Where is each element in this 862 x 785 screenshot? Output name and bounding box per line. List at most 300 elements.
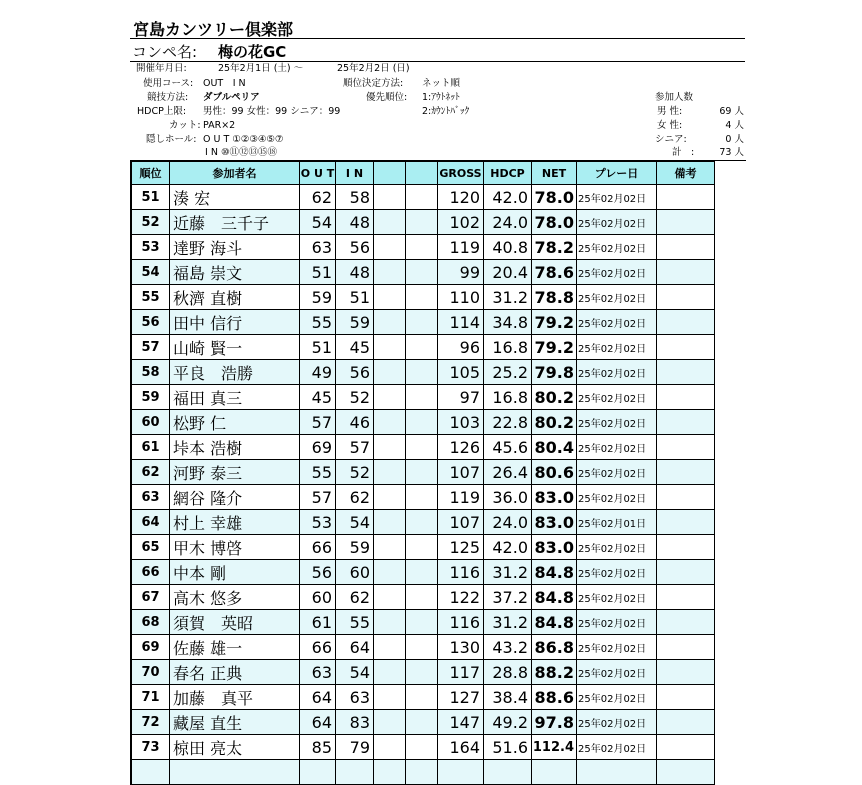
net-cell: 88.2: [532, 660, 577, 685]
out-cell: 55: [300, 460, 336, 485]
name-cell: 田中 信行: [170, 310, 300, 335]
blank-cell: [406, 485, 438, 510]
hdcp-cell: 31.2: [484, 610, 532, 635]
blank-cell: [406, 710, 438, 735]
out-cell: 64: [300, 710, 336, 735]
blank-cell: [374, 410, 406, 435]
out-cell: 56: [300, 560, 336, 585]
rank-cell: 63: [132, 485, 170, 510]
blank-cell: [406, 260, 438, 285]
remarks-cell: [657, 485, 715, 510]
rank-cell: 57: [132, 335, 170, 360]
out-cell: 85: [300, 735, 336, 760]
rank-method-label: 順位決定方法:: [343, 78, 404, 89]
in-cell: 45: [336, 335, 374, 360]
blank-cell: [406, 360, 438, 385]
net-cell: 80.4: [532, 435, 577, 460]
table-row: [132, 335, 715, 360]
name-cell: 秋濟 直樹: [170, 285, 300, 310]
in-cell: 56: [336, 235, 374, 260]
in-cell: 51: [336, 285, 374, 310]
rank-cell: 52: [132, 210, 170, 235]
rank-cell: 64: [132, 510, 170, 535]
table-row: [132, 185, 715, 210]
blank-cell: [374, 210, 406, 235]
remarks-cell: [657, 435, 715, 460]
blank-cell: [374, 510, 406, 535]
blank-cell: [406, 510, 438, 535]
play-date-cell: 25年02月02日: [577, 685, 657, 710]
results-table: [131, 161, 715, 785]
remarks-cell: [657, 260, 715, 285]
in-cell: 59: [336, 535, 374, 560]
blank-cell: [406, 660, 438, 685]
blank-cell: [374, 635, 406, 660]
gross-cell: 120: [438, 185, 484, 210]
date-to: 25年2月2日 (日): [337, 63, 410, 74]
hdcp-cell: 42.0: [484, 535, 532, 560]
hidden-hole-in: I N ⑩⑪⑫⑬⑮⑱: [205, 147, 277, 158]
in-cell: [336, 760, 374, 785]
gross-cell: 96: [438, 335, 484, 360]
results-sheet: [130, 160, 746, 785]
out-cell: 55: [300, 310, 336, 335]
rank-cell: 73: [132, 735, 170, 760]
cut-label: カット:: [169, 120, 201, 131]
remarks-cell: [657, 285, 715, 310]
hdcp-cell: 37.2: [484, 585, 532, 610]
table-row: [132, 535, 715, 560]
play-date-cell: 25年02月02日: [577, 485, 657, 510]
gross-cell: 107: [438, 460, 484, 485]
name-cell: 近藤 三千子: [170, 210, 300, 235]
net-cell: 78.0: [532, 185, 577, 210]
remarks-cell: [657, 210, 715, 235]
remarks-cell: [657, 735, 715, 760]
participants-female-label: 女 性:: [657, 120, 683, 131]
gross-cell: 110: [438, 285, 484, 310]
rank-cell: 53: [132, 235, 170, 260]
play-date-cell: 25年02月02日: [577, 635, 657, 660]
header-play-date: プレー日: [577, 162, 657, 185]
net-cell: 83.0: [532, 485, 577, 510]
play-date-cell: 25年02月02日: [577, 335, 657, 360]
blank-cell: [406, 235, 438, 260]
out-cell: [300, 760, 336, 785]
play-date-cell: 25年02月02日: [577, 535, 657, 560]
hidden-hole-out: O U T ①②③④⑤⑦: [203, 134, 284, 145]
blank-cell: [374, 710, 406, 735]
participants-total-label: 計 :: [672, 147, 695, 158]
remarks-cell: [657, 585, 715, 610]
out-cell: 51: [300, 260, 336, 285]
remarks-cell: [657, 635, 715, 660]
priority-label: 優先順位:: [366, 92, 408, 103]
name-cell: 網谷 隆介: [170, 485, 300, 510]
name-cell: 高木 悠多: [170, 585, 300, 610]
out-cell: 69: [300, 435, 336, 460]
out-cell: 60: [300, 585, 336, 610]
header-in: I N: [336, 162, 374, 185]
name-cell: 中本 剛: [170, 560, 300, 585]
rank-cell: 68: [132, 610, 170, 635]
net-cell: 84.8: [532, 610, 577, 635]
header-remarks: 備考: [657, 162, 715, 185]
gross-cell: 119: [438, 235, 484, 260]
rank-cell: 55: [132, 285, 170, 310]
table-row: [132, 210, 715, 235]
play-date-cell: 25年02月02日: [577, 560, 657, 585]
blank-cell: [374, 485, 406, 510]
in-cell: 55: [336, 610, 374, 635]
in-cell: 62: [336, 485, 374, 510]
header-gross: GROSS: [438, 162, 484, 185]
remarks-cell: [657, 235, 715, 260]
blank-cell: [406, 685, 438, 710]
blank-cell: [406, 735, 438, 760]
header-out: O U T: [300, 162, 336, 185]
blank-cell: [374, 685, 406, 710]
remarks-cell: [657, 310, 715, 335]
gross-cell: 97: [438, 385, 484, 410]
in-cell: 63: [336, 685, 374, 710]
gross-cell: 116: [438, 610, 484, 635]
play-date-cell: 25年02月02日: [577, 360, 657, 385]
blank-cell: [406, 460, 438, 485]
table-row: [132, 310, 715, 335]
blank-cell: [406, 210, 438, 235]
rank-method-value: ネット順: [422, 78, 461, 89]
blank-cell: [374, 435, 406, 460]
rank-cell: 69: [132, 635, 170, 660]
hdcp-cell: 24.0: [484, 510, 532, 535]
date-label: 開催年月日:: [136, 63, 187, 74]
rank-cell: 60: [132, 410, 170, 435]
course-label: 使用コース:: [143, 78, 194, 89]
table-header-row: [132, 162, 715, 185]
blank-cell: [406, 185, 438, 210]
table-row: [132, 260, 715, 285]
blank-cell: [374, 735, 406, 760]
hdcp-cell: 36.0: [484, 485, 532, 510]
out-cell: 66: [300, 635, 336, 660]
table-row: [132, 510, 715, 535]
out-cell: 63: [300, 660, 336, 685]
compe-label: コンペ名:: [132, 43, 198, 61]
name-cell: 湊 宏: [170, 185, 300, 210]
net-cell: 79.2: [532, 335, 577, 360]
hdcp-cell: 31.2: [484, 560, 532, 585]
rank-cell: 67: [132, 585, 170, 610]
rank-cell: [132, 760, 170, 785]
header-blank-1: [374, 162, 406, 185]
out-cell: 59: [300, 285, 336, 310]
header-name: 参加者名: [170, 162, 300, 185]
remarks-cell: [657, 760, 715, 785]
net-cell: 84.8: [532, 585, 577, 610]
gross-cell: 105: [438, 360, 484, 385]
rank-cell: 71: [132, 685, 170, 710]
name-cell: 加藤 真平: [170, 685, 300, 710]
in-cell: 52: [336, 385, 374, 410]
name-cell: 須賀 英昭: [170, 610, 300, 635]
rank-cell: 61: [132, 435, 170, 460]
participants-female-value: 4 人: [725, 120, 744, 131]
blank-cell: [374, 285, 406, 310]
remarks-cell: [657, 710, 715, 735]
name-cell: 松野 仁: [170, 410, 300, 435]
play-date-cell: 25年02月02日: [577, 460, 657, 485]
play-date-cell: 25年02月02日: [577, 410, 657, 435]
hidden-hole-label: 隠しホール:: [146, 134, 197, 145]
play-date-cell: 25年02月02日: [577, 585, 657, 610]
hdcp-cell: 45.6: [484, 435, 532, 460]
blank-cell: [406, 635, 438, 660]
rank-cell: 54: [132, 260, 170, 285]
hdcp-cell: 31.2: [484, 285, 532, 310]
out-cell: 63: [300, 235, 336, 260]
play-date-cell: 25年02月02日: [577, 735, 657, 760]
net-cell: 83.0: [532, 510, 577, 535]
net-cell: 78.2: [532, 235, 577, 260]
remarks-cell: [657, 410, 715, 435]
hdcp-cell: 28.8: [484, 660, 532, 685]
header-net: NET: [532, 162, 577, 185]
table-row: [132, 735, 715, 760]
game-label: 競技方法:: [147, 92, 189, 103]
blank-cell: [374, 535, 406, 560]
blank-cell: [406, 285, 438, 310]
play-date-cell: 25年02月02日: [577, 660, 657, 685]
net-cell: 97.8: [532, 710, 577, 735]
table-row: [132, 760, 715, 785]
rank-cell: 51: [132, 185, 170, 210]
blank-cell: [406, 435, 438, 460]
header-hdcp: HDCP: [484, 162, 532, 185]
rank-cell: 66: [132, 560, 170, 585]
table-row: [132, 585, 715, 610]
in-cell: 58: [336, 185, 374, 210]
remarks-cell: [657, 185, 715, 210]
compe-name: 梅の花GC: [218, 43, 287, 61]
gross-cell: 99: [438, 260, 484, 285]
table-row: [132, 485, 715, 510]
play-date-cell: 25年02月02日: [577, 710, 657, 735]
gross-cell: 125: [438, 535, 484, 560]
name-cell: 福島 崇文: [170, 260, 300, 285]
name-cell: 達野 海斗: [170, 235, 300, 260]
play-date-cell: 25年02月02日: [577, 285, 657, 310]
hdcp-cell: 38.4: [484, 685, 532, 710]
gross-cell: 119: [438, 485, 484, 510]
out-cell: 62: [300, 185, 336, 210]
in-cell: 48: [336, 260, 374, 285]
out-cell: 49: [300, 360, 336, 385]
blank-cell: [374, 360, 406, 385]
blank-cell: [374, 560, 406, 585]
play-date-cell: 25年02月02日: [577, 210, 657, 235]
name-cell: 藏屋 直生: [170, 710, 300, 735]
rank-cell: 70: [132, 660, 170, 685]
in-cell: 48: [336, 210, 374, 235]
remarks-cell: [657, 685, 715, 710]
play-date-cell: 25年02月02日: [577, 435, 657, 460]
in-cell: 60: [336, 560, 374, 585]
hdcp-cell: [484, 760, 532, 785]
table-row: [132, 635, 715, 660]
play-date-cell: 25年02月01日: [577, 510, 657, 535]
table-row: [132, 360, 715, 385]
rank-cell: 62: [132, 460, 170, 485]
gross-cell: 122: [438, 585, 484, 610]
blank-cell: [406, 760, 438, 785]
remarks-cell: [657, 335, 715, 360]
play-date-cell: 25年02月02日: [577, 610, 657, 635]
header-blank-2: [406, 162, 438, 185]
gross-cell: 127: [438, 685, 484, 710]
blank-cell: [374, 385, 406, 410]
out-cell: 45: [300, 385, 336, 410]
hdcp-cell: 25.2: [484, 360, 532, 385]
hdcp-cell: 51.6: [484, 735, 532, 760]
name-cell: 村上 幸雄: [170, 510, 300, 535]
remarks-cell: [657, 535, 715, 560]
play-date-cell: 25年02月02日: [577, 385, 657, 410]
net-cell: 79.2: [532, 310, 577, 335]
participants-senior-label: シニア:: [655, 134, 687, 145]
participants-senior-value: 0 人: [725, 134, 744, 145]
play-date-cell: [577, 760, 657, 785]
blank-cell: [406, 335, 438, 360]
net-cell: 78.6: [532, 260, 577, 285]
hdcp-cell: 26.4: [484, 460, 532, 485]
gross-cell: [438, 760, 484, 785]
gross-cell: 103: [438, 410, 484, 435]
net-cell: 80.6: [532, 460, 577, 485]
table-row: [132, 285, 715, 310]
in-cell: 64: [336, 635, 374, 660]
net-cell: 86.8: [532, 635, 577, 660]
name-cell: 椋田 亮太: [170, 735, 300, 760]
table-row: [132, 685, 715, 710]
net-cell: [532, 760, 577, 785]
participants-title: 参加人数: [655, 92, 694, 103]
rank-cell: 65: [132, 535, 170, 560]
gross-cell: 126: [438, 435, 484, 460]
hdcp-cell: 42.0: [484, 185, 532, 210]
in-cell: 56: [336, 360, 374, 385]
blank-cell: [374, 235, 406, 260]
blank-cell: [374, 335, 406, 360]
name-cell: 甲木 博啓: [170, 535, 300, 560]
blank-cell: [374, 585, 406, 610]
in-cell: 57: [336, 435, 374, 460]
rank-cell: 56: [132, 310, 170, 335]
blank-cell: [406, 310, 438, 335]
out-cell: 57: [300, 485, 336, 510]
participants-total-value: 73 人: [719, 147, 744, 158]
play-date-cell: 25年02月02日: [577, 185, 657, 210]
out-cell: 51: [300, 335, 336, 360]
club-name: 宮島カンツリー倶楽部: [133, 20, 294, 39]
out-cell: 66: [300, 535, 336, 560]
out-cell: 57: [300, 410, 336, 435]
name-cell: 河野 泰三: [170, 460, 300, 485]
blank-cell: [406, 610, 438, 635]
name-cell: 佐藤 雄一: [170, 635, 300, 660]
table-row: [132, 610, 715, 635]
blank-cell: [406, 560, 438, 585]
name-cell: 春名 正典: [170, 660, 300, 685]
remarks-cell: [657, 510, 715, 535]
play-date-cell: 25年02月02日: [577, 235, 657, 260]
table-row: [132, 460, 715, 485]
in-cell: 54: [336, 660, 374, 685]
course-value: OUT I N: [203, 78, 246, 89]
remarks-cell: [657, 460, 715, 485]
table-row: [132, 710, 715, 735]
hdcp-cell: 34.8: [484, 310, 532, 335]
blank-cell: [406, 535, 438, 560]
gross-cell: 107: [438, 510, 484, 535]
rank-cell: 72: [132, 710, 170, 735]
net-cell: 79.8: [532, 360, 577, 385]
hdcp-label: HDCP上限:: [137, 106, 187, 117]
rank-cell: 59: [132, 385, 170, 410]
header-rank: 順位: [132, 162, 170, 185]
net-cell: 112.4: [532, 735, 577, 760]
table-row: [132, 435, 715, 460]
blank-cell: [406, 410, 438, 435]
game-value: ダブルペリア: [203, 92, 260, 103]
blank-cell: [374, 460, 406, 485]
blank-cell: [406, 585, 438, 610]
play-date-cell: 25年02月02日: [577, 310, 657, 335]
remarks-cell: [657, 360, 715, 385]
net-cell: 88.6: [532, 685, 577, 710]
in-cell: 52: [336, 460, 374, 485]
name-cell: 福田 真三: [170, 385, 300, 410]
out-cell: 54: [300, 210, 336, 235]
name-cell: 平良 浩勝: [170, 360, 300, 385]
in-cell: 59: [336, 310, 374, 335]
date-from: 25年2月1日 (土) ～: [218, 63, 304, 74]
priority-1: 1:ｱｳﾄﾈｯﾄ: [422, 92, 460, 103]
table-row: [132, 385, 715, 410]
table-row: [132, 560, 715, 585]
gross-cell: 116: [438, 560, 484, 585]
hdcp-cell: 43.2: [484, 635, 532, 660]
hdcp-cell: 49.2: [484, 710, 532, 735]
hdcp-cell: 22.8: [484, 410, 532, 435]
remarks-cell: [657, 660, 715, 685]
gross-cell: 147: [438, 710, 484, 735]
participants-male-value: 69 人: [719, 106, 744, 117]
net-cell: 78.8: [532, 285, 577, 310]
blank-cell: [374, 260, 406, 285]
remarks-cell: [657, 560, 715, 585]
gross-cell: 130: [438, 635, 484, 660]
remarks-cell: [657, 610, 715, 635]
out-cell: 61: [300, 610, 336, 635]
in-cell: 62: [336, 585, 374, 610]
cut-value: PAR×2: [203, 120, 236, 131]
out-cell: 64: [300, 685, 336, 710]
hdcp-value: 男性：99 女性：99 シニア：99: [203, 106, 341, 117]
participants-male-label: 男 性:: [657, 106, 683, 117]
gross-cell: 117: [438, 660, 484, 685]
blank-cell: [374, 760, 406, 785]
